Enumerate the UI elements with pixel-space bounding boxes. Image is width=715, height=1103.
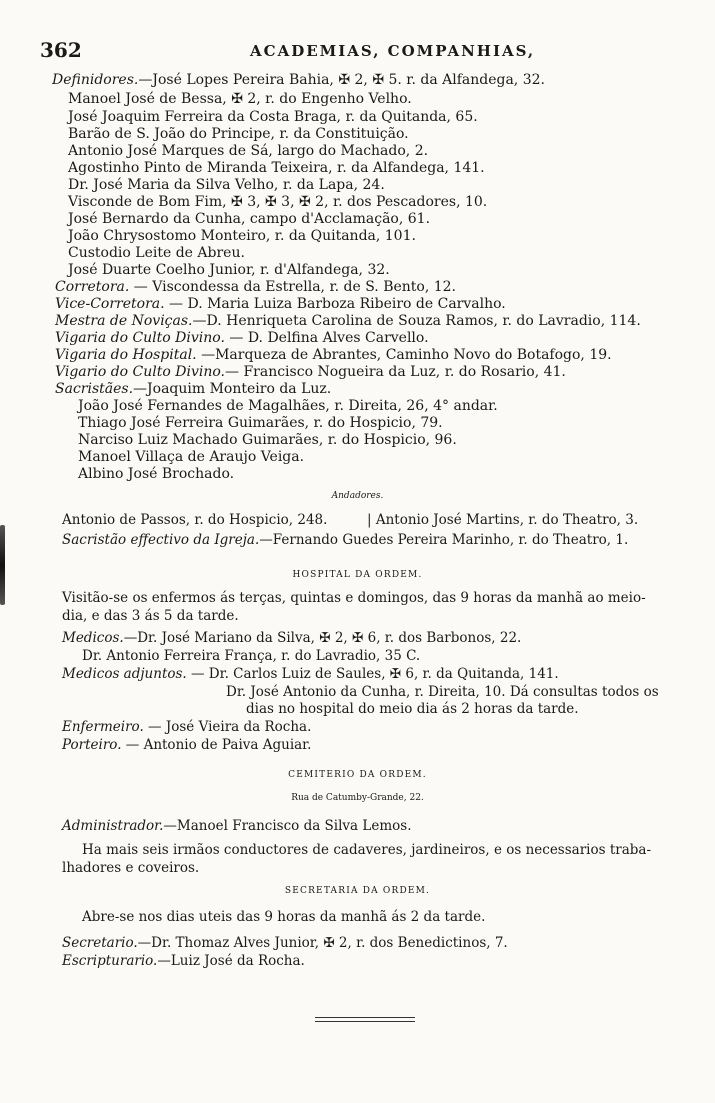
officer-line: Vice-Corretora. — D. Maria Luiza Barboza Ribeiro de Carvalho. [55,296,506,312]
officer-line: Vigaria do Hospital. —Marqueza de Abrantes, Caminho Novo do Botafogo, 19. [55,347,612,363]
page-number: 362 [40,38,82,62]
list-item: Antonio José Marques de Sá, largo do Machado, 2. [68,143,429,159]
porteiro-line: Porteiro. — Antonio de Paiva Aguiar. [62,737,312,753]
page-header [40,38,680,62]
andador-right: | Antonio José Martins, r. do Theatro, 3. [367,512,639,528]
medicos-adjuntos-line-2: Dr. José Antonio da Cunha, r. Direita, 10. Dá consultas todos os [226,684,659,700]
end-rule [315,1021,415,1022]
secretaria-heading: SECRETARIA DA ORDEM. [284,886,431,896]
hospital-visits-line-2: dia, e das 3 ás 5 da tarde. [62,608,239,624]
medicos-line-2: Dr. Antonio Ferreira França, r. do Lavradio, 35 C. [82,648,421,664]
binding-edge [0,525,5,605]
list-item: Visconde de Bom Fim, ✠ 3, ✠ 3, ✠ 2, r. dos Pescadores, 10. [68,194,488,210]
hospital-visits-line-1: Visitão-se os enfermos ás terças, quintas e domingos, das 9 horas da manhã ao meio- [62,590,646,606]
list-item: Custodio Leite de Abreu. [68,245,245,261]
sacristaes-first-line: Sacristães.—Joaquim Monteiro da Luz. [55,381,332,397]
list-item: Manoel José de Bessa, ✠ 2, r. do Engenho Velho. [68,91,412,107]
secretario-line: Secretario.—Dr. Thomaz Alves Junior, ✠ 2, r. dos Benedictinos, 7. [62,935,508,951]
cemiterio-note-line-1: Ha mais seis irmãos conductores de cadaveres, jardineiros, e os necessarios traba- [82,842,652,858]
officer-line: Mestra de Noviças.—D. Henriqueta Carolina de Souza Ramos, r. do Lavradio, 114. [55,313,641,329]
list-item: José Duarte Coelho Junior, r. d'Alfandega, 32. [68,262,390,278]
definidores-first-line [52,73,545,88]
secretaria-hours: Abre-se nos dias uteis das 9 horas da manhã ás 2 da tarde. [82,909,486,925]
definidores-label: Definidores. [52,72,139,88]
sacristao-effectivo-line: Sacristão effectivo da Igreja.—Fernando Guedes Pereira Marinho, r. do Theatro, 1. [62,532,629,548]
escripturario-line: Escripturario.—Luiz José da Rocha. [62,953,305,969]
medicos-line: Medicos.—Dr. José Mariano da Silva, ✠ 2, ✠ 6, r. dos Barbonos, 22. [62,630,522,646]
list-item: Thiago José Ferreira Guimarães, r. do Hospicio, 79. [78,415,443,431]
andador-left: Antonio de Passos, r. do Hospicio, 248. [62,512,328,528]
list-item: Dr. José Maria da Silva Velho, r. da Lapa, 24. [68,177,385,193]
hospital-heading: HOSPITAL DA ORDEM. [292,570,423,580]
definidores-first: —José Lopes Pereira Bahia, ✠ 2, ✠ 5. r. da Alfandega, 32. [138,72,545,88]
list-item: Agostinho Pinto de Miranda Teixeira, r. da Alfandega, 141. [68,160,485,176]
enfermeiro-line: Enfermeiro. — José Vieira da Rocha. [62,719,312,735]
list-item: Albino José Brochado. [78,466,235,482]
medicos-adjuntos-line-3: dias no hospital do meio dia ás 2 horas da tarde. [246,701,579,717]
medicos-adjuntos-line: Medicos adjuntos. — Dr. Carlos Luiz de Saules, ✠ 6, r. da Quitanda, 141. [62,666,559,682]
cemiterio-note-line-2: lhadores e coveiros. [62,860,200,876]
list-item: João José Fernandes de Magalhães, r. Direita, 26, 4° andar. [78,398,498,414]
running-title: ACADEMIAS, COMPANHIAS, [250,42,536,60]
list-item: Narciso Luiz Machado Guimarães, r. do Hospicio, 96. [78,432,457,448]
end-rule [315,1017,415,1018]
list-item: José Joaquim Ferreira da Costa Braga, r. da Quitanda, 65. [68,109,478,125]
cemiterio-address: Rua de Catumby-Grande, 22. [291,793,424,803]
list-item: João Chrysostomo Monteiro, r. da Quitanda, 101. [68,228,416,244]
officer-line: Vigario do Culto Divino.— Francisco Nogueira da Luz, r. do Rosario, 41. [55,364,566,380]
andadores-heading: Andadores. [331,491,384,501]
cemiterio-heading: CEMITERIO DA ORDEM. [288,770,427,780]
administrador-line: Administrador.—Manoel Francisco da Silva Lemos. [62,818,412,834]
list-item: Barão de S. João do Principe, r. da Constituição. [68,126,409,142]
list-item: José Bernardo da Cunha, campo d'Acclamação, 61. [68,211,431,227]
officer-line: Vigaria do Culto Divino. — D. Delfina Alves Carvello. [55,330,429,346]
officer-line: Corretora. — Viscondessa da Estrella, r. de S. Bento, 12. [55,279,457,295]
list-item: Manoel Villaça de Araujo Veiga. [78,449,305,465]
